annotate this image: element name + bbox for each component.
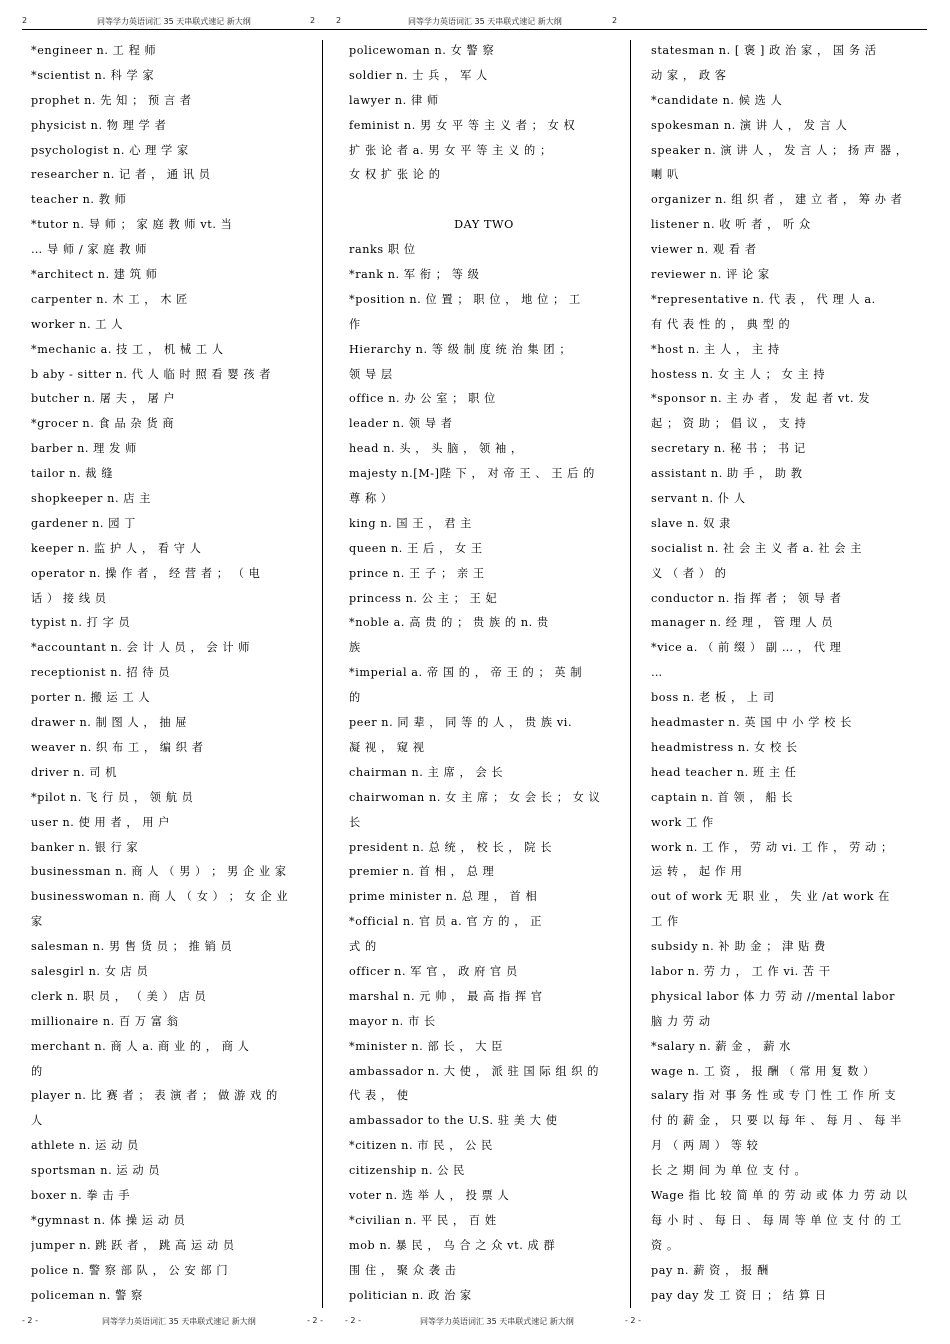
- vocab-entry-line: head n. 头 ， 头 脑 ， 领 袖 ，: [349, 442, 523, 456]
- vocab-entry-line: 尊 称 ）: [349, 492, 393, 506]
- vocab-entry-line: reviewer n. 评 论 家: [651, 268, 770, 282]
- vocab-entry-line: *engineer n. 工 程 师: [31, 44, 157, 57]
- vocab-entry-line: 脑 力 劳 动: [651, 1014, 711, 1028]
- vocab-entry-line: officer n. 军 官 ， 政 府 官 员: [349, 964, 518, 978]
- vocab-entry-line: 式 的: [349, 940, 377, 954]
- vocab-entry-line: …: [651, 666, 663, 680]
- vocab-entry-line: statesman n. [ 褒 ] 政 治 家 ， 国 务 活: [651, 44, 877, 57]
- vocab-entry-line: *rank n. 军 衔 ； 等 级: [349, 268, 480, 282]
- vocab-entry-line: chairwoman n. 女 主 席 ； 女 会 长 ； 女 议: [349, 790, 601, 804]
- vocab-entry-line: leader n. 领 导 者: [349, 417, 453, 431]
- vocab-entry-line: 义 （ 者 ） 的: [651, 566, 727, 580]
- vocab-entry-line: queen n. 王 后 ， 女 王: [349, 541, 483, 555]
- vocab-entry-line: researcher n. 记 者 ， 通 讯 员: [31, 168, 211, 182]
- vocab-entry-line: *host n. 主 人 ， 主 持: [651, 342, 780, 356]
- vocab-entry-line: *accountant n. 会 计 人 员 ， 会 计 师: [31, 641, 251, 655]
- vocab-entry-line: head teacher n. 班 主 任: [651, 765, 797, 779]
- vocab-entry-line: *gymnast n. 体 操 运 动 员: [31, 1213, 186, 1227]
- vocab-entry-line: labor n. 劳 力 ， 工 作 vi. 苦 干: [651, 964, 831, 978]
- vocab-entry-line: merchant n. 商 人 a. 商 业 的 ， 商 人: [31, 1039, 250, 1053]
- vocab-entry-line: *salary n. 薪 金 ， 薪 水: [651, 1039, 791, 1053]
- vocab-entry-line: 月 （ 两 周 ） 等 较: [651, 1139, 759, 1153]
- vocab-entry-line: secretary n. 秘 书 ； 书 记: [651, 442, 806, 456]
- vocab-entry-line: *minister n. 部 长 ， 大 臣: [349, 1039, 504, 1053]
- vocab-entry-line: subsidy n. 补 助 金 ； 津 贴 费: [651, 940, 826, 954]
- section-heading: DAY TWO: [454, 218, 514, 232]
- vocab-entry-line: assistant n. 助 手 ， 助 教: [651, 467, 803, 481]
- vocab-entry-line: 作: [349, 317, 361, 331]
- vocab-entry-line: lawyer n. 律 师: [349, 93, 439, 107]
- vocab-entry-line: 长: [349, 815, 361, 829]
- vocab-entry-line: *tutor n. 导 师 ； 家 庭 教 师 vt. 当: [31, 218, 233, 232]
- vocab-entry-line: … 导 师 / 家 庭 教 师: [31, 243, 147, 257]
- vocab-entry-line: 代 表 ， 使: [349, 1089, 409, 1103]
- vocab-entry-line: president n. 总 统 ， 校 长 ， 院 长: [349, 840, 552, 854]
- vocab-entry-line: office n. 办 公 室 ； 职 位: [349, 392, 496, 406]
- vocab-entry-line: peer n. 同 辈 ， 同 等 的 人 ， 贵 族 vi.: [349, 716, 573, 730]
- vocab-entry-line: headmistress n. 女 校 长: [651, 740, 798, 754]
- vocab-entry-line: banker n. 银 行 家: [31, 840, 139, 854]
- vocab-entry-line: *mechanic a. 技 工 ， 机 械 工 人: [31, 342, 224, 356]
- vocab-entry-line: *architect n. 建 筑 师: [31, 268, 158, 282]
- vocab-entry-line: wage n. 工 资 ， 报 酬 （ 常 用 复 数 ）: [651, 1064, 875, 1078]
- vocab-entry-line: receptionist n. 招 待 员: [31, 666, 170, 680]
- vocab-entry-line: shopkeeper n. 店 主: [31, 492, 151, 506]
- footer-title: 同等学力英语词汇 35 天串联式速记 新大纲: [102, 1317, 256, 1326]
- column-divider: [630, 40, 631, 1308]
- header-page-number: 2: [22, 16, 28, 25]
- header-title: 同等学力英语词汇 35 天串联式速记 新大纲: [97, 17, 251, 26]
- vocab-entry-line: salesman n. 男 售 货 员 ； 推 销 员: [31, 940, 233, 954]
- vocab-entry-line: 女 权 扩 张 论 的: [349, 168, 441, 182]
- vocab-entry-line: millionaire n. 百 万 富 翁: [31, 1014, 179, 1028]
- vocab-entry-line: policeman n. 警 察: [31, 1288, 143, 1302]
- header-title: 同等学力英语词汇 35 天串联式速记 新大纲: [408, 17, 562, 26]
- vocab-entry-line: 凝 视 ， 窥 视: [349, 740, 425, 754]
- vocab-entry-line: soldier n. 士 兵 ， 军 人: [349, 68, 488, 82]
- vocab-entry-line: 资 。: [651, 1238, 679, 1252]
- vocab-entry-line: barber n. 理 发 师: [31, 442, 137, 456]
- column-divider: [322, 40, 323, 1308]
- vocab-entry-line: salary 指 对 事 务 性 或 专 门 性 工 作 所 支: [651, 1089, 897, 1103]
- vocab-entry-line: user n. 使 用 者 ， 用 户: [31, 815, 171, 829]
- vocab-entry-line: 喇 叭: [651, 168, 679, 182]
- vocab-entry-line: 付 的 薪 金 ， 只 要 以 每 年 、 每 月 、 每 半: [651, 1114, 902, 1128]
- vocab-entry-line: 话 ） 接 线 员: [31, 591, 107, 605]
- vocab-entry-line: pay n. 薪 资 ， 报 酬: [651, 1263, 769, 1277]
- vocab-entry-line: *representative n. 代 表 ， 代 理 人 a.: [651, 292, 876, 306]
- vocab-entry-line: king n. 国 王 ， 君 主: [349, 516, 472, 530]
- footer-page-number: - 2 -: [22, 1316, 38, 1325]
- vocab-entry-line: ambassador n. 大 使 ， 派 驻 国 际 组 织 的: [349, 1064, 600, 1078]
- vocab-entry-line: 运 转 ， 起 作 用: [651, 865, 743, 879]
- footer-page-number: - 2 -: [345, 1316, 361, 1325]
- vocab-entry-line: ambassador to the U.S. 驻 美 大 使: [349, 1114, 558, 1128]
- vocab-entry-line: chairman n. 主 席 ， 会 长: [349, 765, 504, 779]
- vocab-entry-line: jumper n. 跳 跃 者 ， 跳 高 运 动 员: [31, 1238, 235, 1252]
- vocab-entry-line: *citizen n. 市 民 ， 公 民: [349, 1139, 493, 1153]
- vocab-entry-line: marshal n. 元 帅 ， 最 高 指 挥 官: [349, 989, 543, 1003]
- vocab-entry-line: *candidate n. 候 选 人: [651, 93, 783, 107]
- vocab-entry-line: manager n. 经 理 ， 管 理 人 员: [651, 616, 834, 630]
- vocab-entry-line: speaker n. 演 讲 人 ， 发 言 人 ； 扬 声 器 ，: [651, 143, 908, 157]
- vocab-entry-line: physicist n. 物 理 学 者: [31, 118, 167, 132]
- vocab-entry-line: boxer n. 拳 击 手: [31, 1188, 131, 1202]
- vocab-entry-line: *sponsor n. 主 办 者 ， 发 起 者 vt. 发: [651, 392, 871, 406]
- vocab-entry-line: worker n. 工 人: [31, 317, 124, 331]
- vocab-entry-line: policewoman n. 女 警 察: [349, 44, 495, 57]
- vocab-entry-line: 人: [31, 1114, 43, 1128]
- vocab-entry-line: gardener n. 园 丁: [31, 516, 136, 530]
- vocab-entry-line: tailor n. 裁 缝: [31, 467, 114, 481]
- vocab-entry-line: pay day 发 工 资 日 ； 结 算 日: [651, 1288, 827, 1302]
- vocab-entry-line: butcher n. 屠 夫 ， 屠 户: [31, 392, 176, 406]
- vocab-entry-line: spokesman n. 演 讲 人 ， 发 言 人: [651, 118, 848, 132]
- footer-page-number: - 2 -: [307, 1316, 323, 1325]
- vocab-entry-line: *grocer n. 食 品 杂 货 商: [31, 417, 175, 431]
- vocab-entry-line: 族: [349, 641, 361, 655]
- vocab-entry-line: servant n. 仆 人: [651, 492, 746, 506]
- footer-page-number: - 2 -: [625, 1316, 641, 1325]
- vocab-entry-line: carpenter n. 木 工 ， 木 匠: [31, 292, 188, 306]
- vocab-entry-line: socialist n. 社 会 主 义 者 a. 社 会 主: [651, 541, 863, 555]
- vocab-entry-line: Hierarchy n. 等 级 制 度 统 治 集 团 ；: [349, 342, 572, 356]
- vocab-entry-line: 动 家 ， 政 客: [651, 68, 727, 82]
- vocab-entry-line: out of work 无 职 业 ， 失 业 /at work 在: [651, 890, 890, 904]
- vocab-entry-line: prime minister n. 总 理 ， 首 相: [349, 890, 538, 904]
- vocabulary-column-3: [651, 39, 923, 1308]
- vocab-entry-line: work n. 工 作 ， 劳 动 vi. 工 作 ， 劳 动 ；: [651, 840, 893, 854]
- vocab-entry-line: princess n. 公 主 ； 王 妃: [349, 591, 498, 605]
- vocab-entry-line: businessman n. 商 人 （ 男 ） ； 男 企 业 家: [31, 865, 287, 879]
- vocab-entry-line: citizenship n. 公 民: [349, 1164, 465, 1178]
- vocab-entry-line: keeper n. 监 护 人 ， 看 守 人: [31, 541, 202, 555]
- header-page-number: 2: [612, 16, 618, 25]
- vocab-entry-line: 家: [31, 915, 43, 929]
- vocab-entry-line: drawer n. 制 图 人 ， 抽 屉: [31, 716, 188, 730]
- page-header: [22, 16, 927, 29]
- vocab-entry-line: *position n. 位 置 ； 职 位 ， 地 位 ； 工: [349, 292, 581, 306]
- vocab-entry-line: b aby - sitter n. 代 人 临 时 照 看 婴 孩 者: [31, 367, 272, 381]
- vocab-entry-line: listener n. 收 听 者 ， 听 众: [651, 218, 811, 232]
- vocab-entry-line: physical labor 体 力 劳 动 //mental labor: [651, 989, 896, 1003]
- vocab-entry-line: 的: [349, 691, 361, 705]
- vocab-entry-line: player n. 比 赛 者 ； 表 演 者 ； 做 游 戏 的: [31, 1089, 278, 1103]
- vocab-entry-line: police n. 警 察 部 队 ， 公 安 部 门: [31, 1263, 229, 1277]
- vocab-entry-line: prince n. 王 子 ； 亲 王: [349, 566, 485, 580]
- vocab-entry-line: hostess n. 女 主 人 ； 女 主 持: [651, 367, 826, 381]
- vocab-entry-line: conductor n. 指 挥 者 ； 领 导 者: [651, 591, 842, 605]
- vocab-entry-line: 起 ； 资 助 ； 倡 议 ， 支 持: [651, 417, 807, 431]
- vocab-entry-line: *official n. 官 员 a. 官 方 的 ， 正: [349, 915, 542, 929]
- vocab-entry-line: porter n. 搬 运 工 人: [31, 691, 151, 705]
- vocab-entry-line: businesswoman n. 商 人 （ 女 ） ； 女 企 业: [31, 890, 289, 904]
- vocab-entry-line: teacher n. 教 师: [31, 193, 127, 207]
- vocab-entry-line: 的: [31, 1064, 43, 1078]
- header-page-number: 2: [336, 16, 342, 25]
- vocab-entry-line: feminist n. 男 女 平 等 主 义 者 ； 女 权: [349, 118, 576, 132]
- vocab-entry-line: clerk n. 职 员 ， （ 美 ） 店 员: [31, 989, 207, 1003]
- vocab-entry-line: organizer n. 组 织 者 ， 建 立 者 ， 筹 办 者: [651, 193, 903, 207]
- vocab-entry-line: mob n. 暴 民 ， 乌 合 之 众 vt. 成 群: [349, 1238, 556, 1252]
- vocab-entry-line: driver n. 司 机: [31, 765, 117, 779]
- vocab-entry-line: captain n. 首 领 ， 船 长: [651, 790, 794, 804]
- vocab-entry-line: weaver n. 织 布 工 ， 编 织 者: [31, 740, 204, 754]
- vocab-entry-line: 长 之 期 间 为 单 位 支 付 。: [651, 1164, 807, 1178]
- vocab-entry-line: *vice a. （ 前 缀 ） 副 … ， 代 理: [651, 641, 842, 655]
- vocab-entry-line: 工 作: [651, 915, 679, 929]
- vocab-entry-line: *scientist n. 科 学 家: [31, 68, 155, 82]
- vocab-entry-line: politician n. 政 治 家: [349, 1288, 472, 1302]
- vocab-entry-line: boss n. 老 板 ， 上 司: [651, 691, 775, 705]
- vocab-entry-line: 围 住 ， 聚 众 袭 击: [349, 1263, 457, 1277]
- blank-line: [349, 188, 619, 213]
- vocab-entry-line: viewer n. 观 看 者: [651, 243, 757, 257]
- vocab-entry-line: typist n. 打 字 员: [31, 616, 131, 630]
- vocab-entry-line: slave n. 奴 隶: [651, 516, 731, 530]
- vocab-entry-line: majesty n.[M-]陛 下 ， 对 帝 王 、 王 后 的: [349, 467, 595, 481]
- header-page-number: 2: [310, 16, 316, 25]
- header-rule: [22, 29, 927, 30]
- vocab-entry-line: mayor n. 市 长: [349, 1014, 436, 1028]
- vocab-entry-line: *imperial a. 帝 国 的 ， 帝 王 的 ； 英 制: [349, 666, 583, 680]
- vocab-entry-line: psychologist n. 心 理 学 家: [31, 143, 189, 157]
- vocab-entry-line: 扩 张 论 者 a. 男 女 平 等 主 义 的 ；: [349, 143, 552, 157]
- vocab-entry-line: Wage 指 比 较 简 单 的 劳 动 或 体 力 劳 动 以: [651, 1188, 908, 1202]
- vocab-entry-line: *noble a. 高 贵 的 ； 贵 族 的 n. 贵: [349, 616, 549, 630]
- vocab-entry-line: 领 导 层: [349, 367, 393, 381]
- vocab-entry-line: 每 小 时 、 每 日 、 每 周 等 单 位 支 付 的 工: [651, 1213, 902, 1227]
- vocab-entry-line: premier n. 首 相 ， 总 理: [349, 865, 495, 879]
- vocab-entry-line: *civilian n. 平 民 ， 百 姓: [349, 1213, 497, 1227]
- vocab-entry-line: *pilot n. 飞 行 员 ， 领 航 员: [31, 790, 194, 804]
- vocab-entry-line: voter n. 选 举 人 ， 投 票 人: [349, 1188, 510, 1202]
- vocab-entry-line: sportsman n. 运 动 员: [31, 1164, 161, 1178]
- vocab-entry-line: operator n. 操 作 者 ， 经 营 者 ； （ 电: [31, 566, 261, 580]
- vocab-entry-line: prophet n. 先 知 ； 预 言 者: [31, 93, 192, 107]
- vocab-entry-line: work 工 作: [651, 815, 714, 829]
- footer-title: 同等学力英语词汇 35 天串联式速记 新大纲: [420, 1317, 574, 1326]
- vocab-entry-line: headmaster n. 英 国 中 小 学 校 长: [651, 716, 852, 730]
- vocabulary-column-2: [349, 39, 619, 1308]
- vocab-entry-line: athlete n. 运 动 员: [31, 1139, 139, 1153]
- vocabulary-column-1: [31, 39, 301, 1308]
- vocab-entry-line: ranks 职 位: [349, 243, 416, 257]
- vocab-entry-line: 有 代 表 性 的 ， 典 型 的: [651, 317, 791, 331]
- page-footer: [22, 1316, 927, 1328]
- vocab-entry-line: salesgirl n. 女 店 员: [31, 964, 149, 978]
